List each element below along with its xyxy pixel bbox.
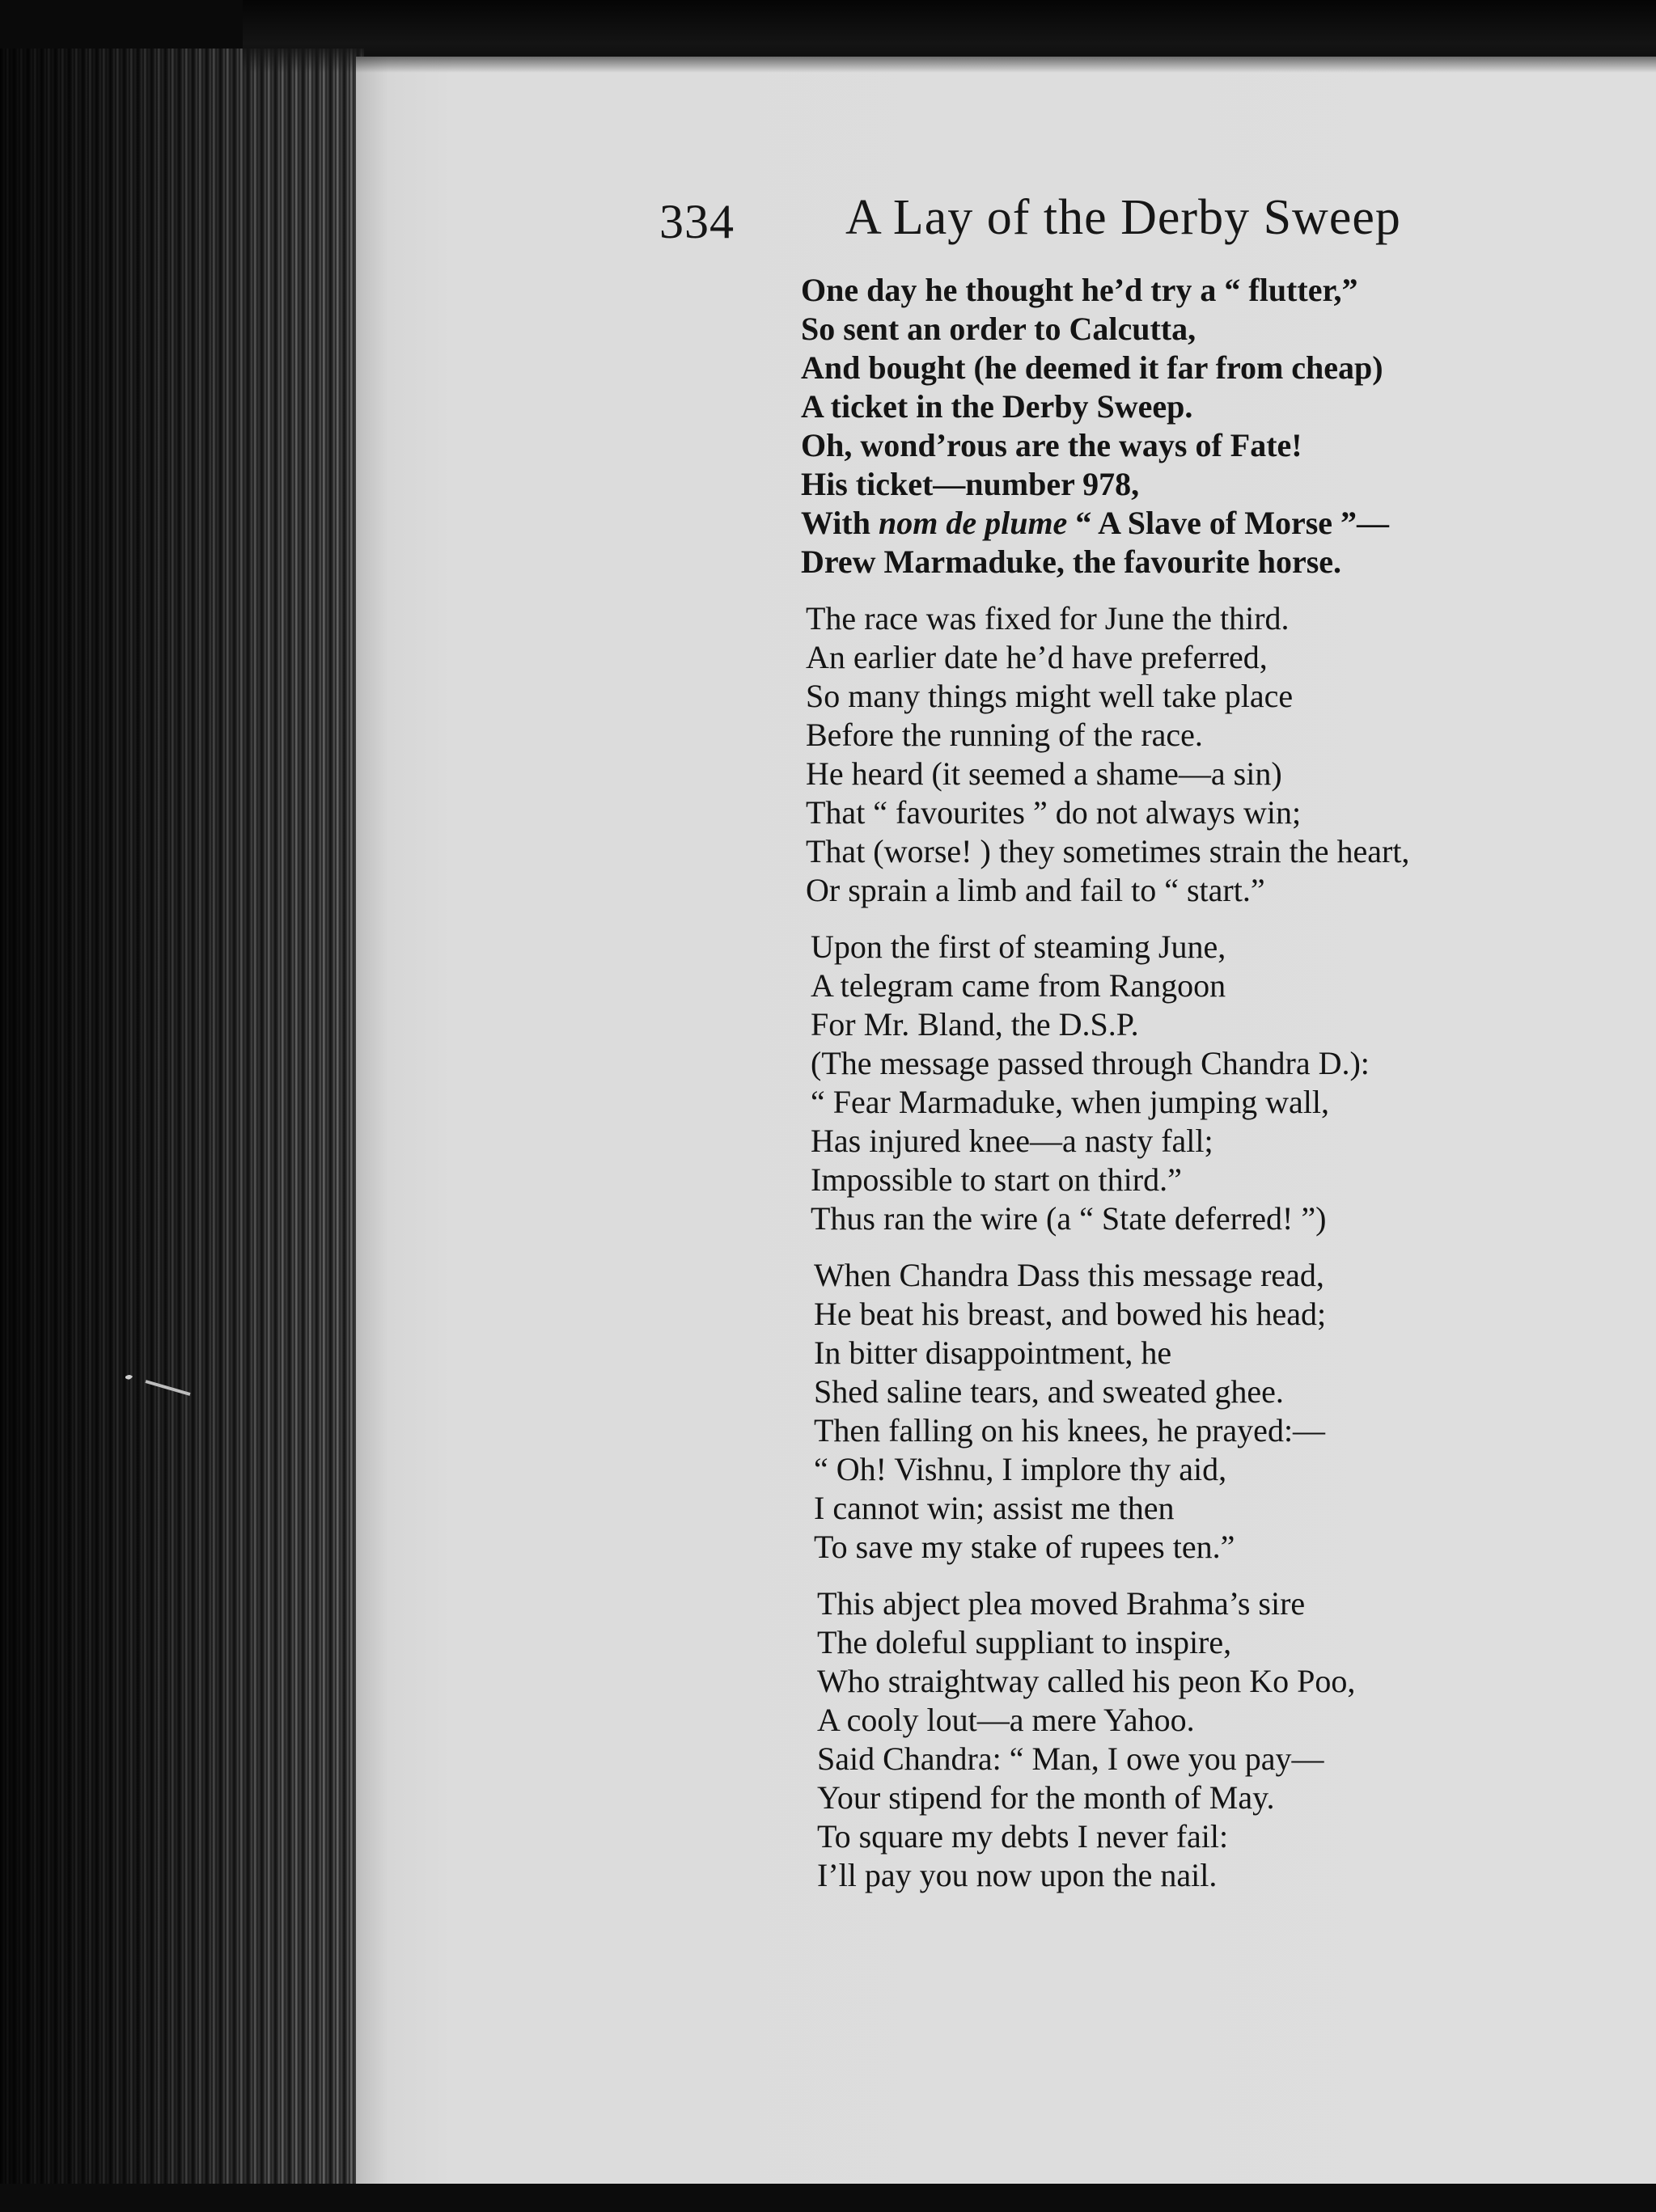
poem-line: And bought (he deemed it far from cheap) [801,349,1383,386]
poem-line: A telegram came from Rangoon [811,967,1226,1004]
italic-phrase: nom de plume [878,505,1068,541]
poem-line: He beat his breast, and bowed his head; [814,1296,1327,1332]
page-edges-shadow [0,49,364,2212]
running-title: A Lay of the Derby Sweep [845,190,1401,245]
poem-line: Thus ran the wire (a “ State deferred! ”) [811,1200,1327,1237]
poem-line: A cooly lout—a mere Yahoo. [817,1702,1195,1738]
stanza [811,928,1610,1238]
poem-line: His ticket—number 978, [801,466,1140,502]
poem-line: Oh, wond’rous are the ways of Fate! [801,427,1302,463]
bottom-band [0,2184,1656,2212]
poem-line: The race was fixed for June the third. [806,600,1290,637]
top-shadow [243,0,1656,73]
line-text: With [801,505,879,541]
poem-line: One day he thought he’d try a “ flutter,” [801,272,1358,308]
poem-line: A ticket in the Derby Sweep. [801,388,1193,425]
stanza [814,1256,1610,1567]
stanza [801,271,1610,582]
poem-line: In bitter disappointment, he [814,1334,1172,1371]
poem-line: That “ favourites ” do not always win; [806,794,1302,831]
poem-line [801,504,1610,543]
poem-body [801,271,1610,1913]
poem-line: Who straightway called his peon Ko Poo, [817,1663,1356,1699]
poem-line: I cannot win; assist me then [814,1490,1175,1526]
poem-line: Your stipend for the month of May. [817,1779,1275,1816]
poem-line: Has injured knee—a nasty fall; [811,1123,1213,1159]
line-text: “ A Slave of Morse ”— [1067,505,1390,541]
poem-line: (The message passed through Chandra D.): [811,1045,1370,1081]
poem-line: He heard (it seemed a shame—a sin) [806,755,1282,792]
poem-line: I’ll pay you now upon the nail. [817,1857,1218,1893]
margin-mark-icon [121,1367,194,1399]
poem-line: So many things might well take place [806,678,1294,714]
stanza [806,599,1610,910]
poem-line: To save my stake of rupees ten.” [814,1529,1235,1565]
poem-line: That (worse! ) they sometimes strain the heart, [806,833,1410,869]
poem-line: Drew Marmaduke, the favourite horse. [801,543,1342,580]
poem-line: An earlier date he’d have preferred, [806,639,1268,675]
poem-line: When Chandra Dass this message read, [814,1257,1324,1293]
poem-line: Or sprain a limb and fail to “ start.” [806,872,1265,908]
poem-line: The doleful suppliant to inspire, [817,1624,1232,1660]
poem-line: Upon the first of steaming June, [811,928,1226,965]
poem-line: “ Fear Marmaduke, when jumping wall, [811,1084,1329,1120]
stanza [817,1584,1610,1895]
page-number: 334 [659,195,735,248]
poem-line: Said Chandra: “ Man, I owe you pay— [817,1740,1324,1777]
poem-line: To square my debts I never fail: [817,1818,1229,1855]
page-header [0,190,1656,275]
poem-line: Impossible to start on third.” [811,1161,1182,1198]
poem-line: Shed saline tears, and sweated ghee. [814,1373,1284,1410]
poem-line: For Mr. Bland, the D.S.P. [811,1006,1139,1043]
poem-line: Then falling on his knees, he prayed:— [814,1412,1326,1449]
poem-line: So sent an order to Calcutta, [801,311,1196,347]
poem-line: “ Oh! Vishnu, I implore thy aid, [814,1451,1227,1487]
poem-line: Before the running of the race. [806,717,1203,753]
poem-line: This abject plea moved Brahma’s sire [817,1585,1306,1622]
